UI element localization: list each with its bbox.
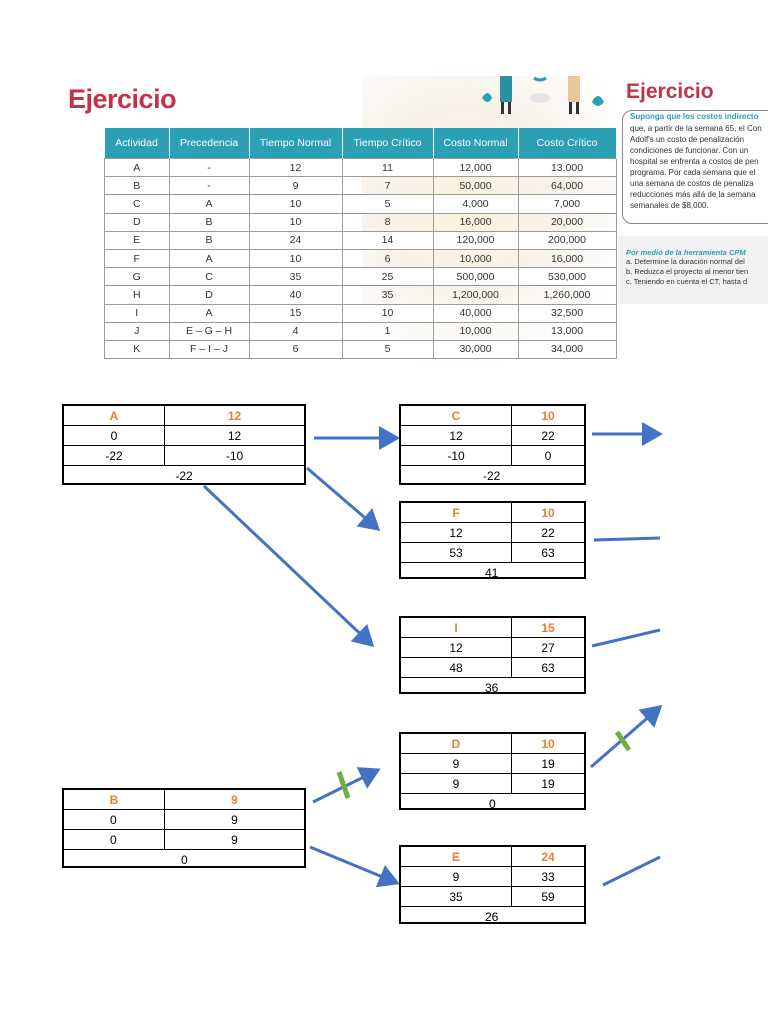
node-ef: 9 — [231, 812, 238, 827]
table-cell: 9 — [249, 177, 342, 195]
node-ef: 27 — [541, 640, 555, 655]
table-cell: 35 — [342, 286, 433, 304]
problem-line: condiciones de funcionar. Con un — [630, 146, 749, 155]
table-cell: 14 — [342, 231, 433, 249]
table-cell: I — [105, 304, 170, 322]
table-cell: 12 — [249, 159, 342, 177]
arrow-a-f — [307, 468, 378, 529]
table-cell: 4,000 — [433, 195, 518, 213]
node-name: A — [64, 406, 165, 425]
node-es: 0 — [64, 426, 165, 445]
table-cell: B — [169, 213, 249, 231]
table-cell: 32,500 — [518, 304, 616, 322]
table-cell: A — [169, 249, 249, 267]
table-cell: 50,000 — [433, 177, 518, 195]
node-lf: 63 — [541, 545, 555, 560]
node-slack: 41 — [485, 565, 499, 580]
table-cell: J — [105, 322, 170, 340]
node-es: 12 — [401, 638, 512, 657]
node-ls: 48 — [401, 658, 512, 677]
problem-line: que, a partir de la semana 65, el Con — [630, 124, 762, 133]
node-slack: -22 — [483, 468, 501, 483]
table-header: Costo Normal — [433, 128, 518, 159]
table-cell: 6 — [342, 249, 433, 267]
instruction-item: b. Reduzca el proyecto al menor tien — [626, 267, 749, 276]
table-cell: F – I – J — [169, 340, 249, 358]
node-ef: 22 — [541, 428, 555, 443]
problem-line: una semana de costos de penaliza — [630, 179, 754, 188]
table-cell: A — [169, 304, 249, 322]
table-header: Precedencia — [169, 128, 249, 159]
table-cell: 40 — [249, 286, 342, 304]
table-cell: 10 — [249, 249, 342, 267]
table-cell: - — [169, 159, 249, 177]
node-duration: 10 — [541, 408, 555, 423]
node-duration: 24 — [541, 849, 555, 864]
node-ls: -10 — [401, 446, 512, 465]
node-ef: 12 — [227, 428, 242, 443]
node-i — [399, 616, 586, 694]
node-f — [399, 501, 586, 579]
node-name: F — [401, 503, 512, 522]
table-cell: C — [105, 195, 170, 213]
node-lf: 63 — [541, 660, 555, 675]
table-cell: 1 — [342, 322, 433, 340]
node-ls: -22 — [64, 446, 165, 465]
table-cell: 20,000 — [518, 213, 616, 231]
node-lf: 0 — [544, 448, 552, 463]
arrow-e-next — [603, 857, 660, 885]
table-header: Tiempo Normal — [249, 128, 342, 159]
table-cell: 35 — [249, 268, 342, 286]
table-cell: 10,000 — [433, 322, 518, 340]
table-cell: 530,000 — [518, 268, 616, 286]
table-cell: B — [169, 231, 249, 249]
table-cell: 5 — [342, 340, 433, 358]
node-name: B — [64, 790, 165, 809]
table-cell: 13,000 — [518, 159, 616, 177]
arrow-a-i — [204, 486, 372, 645]
node-duration: 10 — [541, 736, 555, 751]
table-cell: 15 — [249, 304, 342, 322]
arrow-b-e — [310, 847, 397, 883]
table-cell: 13,000 — [518, 322, 616, 340]
node-es: 12 — [401, 426, 512, 445]
table-cell: 30,000 — [433, 340, 518, 358]
table-cell: 5 — [342, 195, 433, 213]
node-d — [399, 732, 586, 810]
node-name: E — [401, 847, 512, 866]
table-cell: C — [169, 268, 249, 286]
problem-line: reducciones más allá de la semana — [630, 190, 756, 199]
node-ls: 0 — [64, 830, 165, 849]
table-cell: D — [169, 286, 249, 304]
node-lf: -10 — [225, 448, 244, 463]
table-cell: B — [105, 177, 170, 195]
table-cell: 25 — [342, 268, 433, 286]
node-name: C — [401, 406, 512, 425]
node-es: 9 — [401, 754, 512, 773]
node-duration: 9 — [231, 792, 238, 807]
node-b — [62, 788, 306, 868]
table-cell: 7,000 — [518, 195, 616, 213]
node-slack: -22 — [175, 468, 193, 483]
arrow-i-next — [592, 630, 660, 646]
problem-line: hospital se enfrenta a costos de pen — [630, 157, 759, 166]
table-cell: 7 — [342, 177, 433, 195]
cpm-heading: Por medio de la herramienta CPM — [626, 248, 746, 257]
node-name: D — [401, 734, 512, 753]
node-duration: 15 — [541, 620, 555, 635]
node-slack: 26 — [485, 909, 499, 924]
node-lf: 19 — [541, 776, 555, 791]
problem-line: programa. Por cada semana que el — [630, 168, 756, 177]
table-cell: 8 — [342, 213, 433, 231]
node-duration: 10 — [541, 505, 555, 520]
table-cell: H — [105, 286, 170, 304]
node-lf: 9 — [231, 832, 238, 847]
table-cell: A — [169, 195, 249, 213]
table-cell: 40,000 — [433, 304, 518, 322]
instruction-item: c. Teniendo en cuenta el CT, hasta d — [626, 277, 748, 286]
instruction-item: a. Determine la duración normal del — [626, 257, 745, 266]
node-lf: 59 — [541, 889, 555, 904]
table-cell: 34,000 — [518, 340, 616, 358]
node-es: 12 — [401, 523, 512, 542]
node-name: I — [401, 618, 512, 637]
table-cell: 24 — [249, 231, 342, 249]
table-header: Tiempo Crítico — [342, 128, 433, 159]
problem-line: semanales de $8,000. — [630, 201, 709, 210]
table-cell: E – G – H — [169, 322, 249, 340]
table-cell: 16,000 — [518, 249, 616, 267]
node-slack: 36 — [485, 680, 499, 695]
node-a — [62, 404, 306, 485]
table-cell: 10 — [342, 304, 433, 322]
arrow-d-next — [591, 707, 660, 767]
table-cell: - — [169, 177, 249, 195]
table-cell: 1,200,000 — [433, 286, 518, 304]
table-cell: A — [105, 159, 170, 177]
table-cell: 11 — [342, 159, 433, 177]
table-cell: 6 — [249, 340, 342, 358]
node-ls: 9 — [401, 774, 512, 793]
table-header: Actividad — [105, 128, 170, 159]
problem-line: Adolf's un costo de penalización — [630, 135, 745, 144]
node-ls: 53 — [401, 543, 512, 562]
table-cell: D — [105, 213, 170, 231]
node-duration: 12 — [227, 408, 242, 423]
table-cell: 10 — [249, 213, 342, 231]
slide2-title: Ejercicio — [626, 80, 714, 103]
table-header: Costo Crítico — [518, 128, 616, 159]
table-cell: E — [105, 231, 170, 249]
problem-heading: Suponga que los costos indirecto — [630, 112, 759, 121]
node-es: 9 — [401, 867, 512, 886]
node-c — [399, 404, 586, 485]
node-slack: 0 — [489, 796, 496, 811]
table-cell: 12,000 — [433, 159, 518, 177]
node-es: 0 — [64, 810, 165, 829]
node-e — [399, 845, 586, 924]
table-cell: 4 — [249, 322, 342, 340]
table-cell: 500,000 — [433, 268, 518, 286]
table-cell: 64,000 — [518, 177, 616, 195]
table-cell: 1,260,000 — [518, 286, 616, 304]
node-slack: 0 — [181, 852, 188, 867]
node-ef: 33 — [541, 869, 555, 884]
table-cell: K — [105, 340, 170, 358]
slide-title: Ejercicio — [68, 84, 177, 114]
table-cell: 120,000 — [433, 231, 518, 249]
table-cell: G — [105, 268, 170, 286]
table-cell: 10 — [249, 195, 342, 213]
table-cell: F — [105, 249, 170, 267]
table-cell: 16,000 — [433, 213, 518, 231]
arrow-f-next — [594, 538, 660, 540]
node-ls: 35 — [401, 887, 512, 906]
node-ef: 19 — [541, 756, 555, 771]
table-cell: 200,000 — [518, 231, 616, 249]
table-cell: 10,000 — [433, 249, 518, 267]
node-ef: 22 — [541, 525, 555, 540]
